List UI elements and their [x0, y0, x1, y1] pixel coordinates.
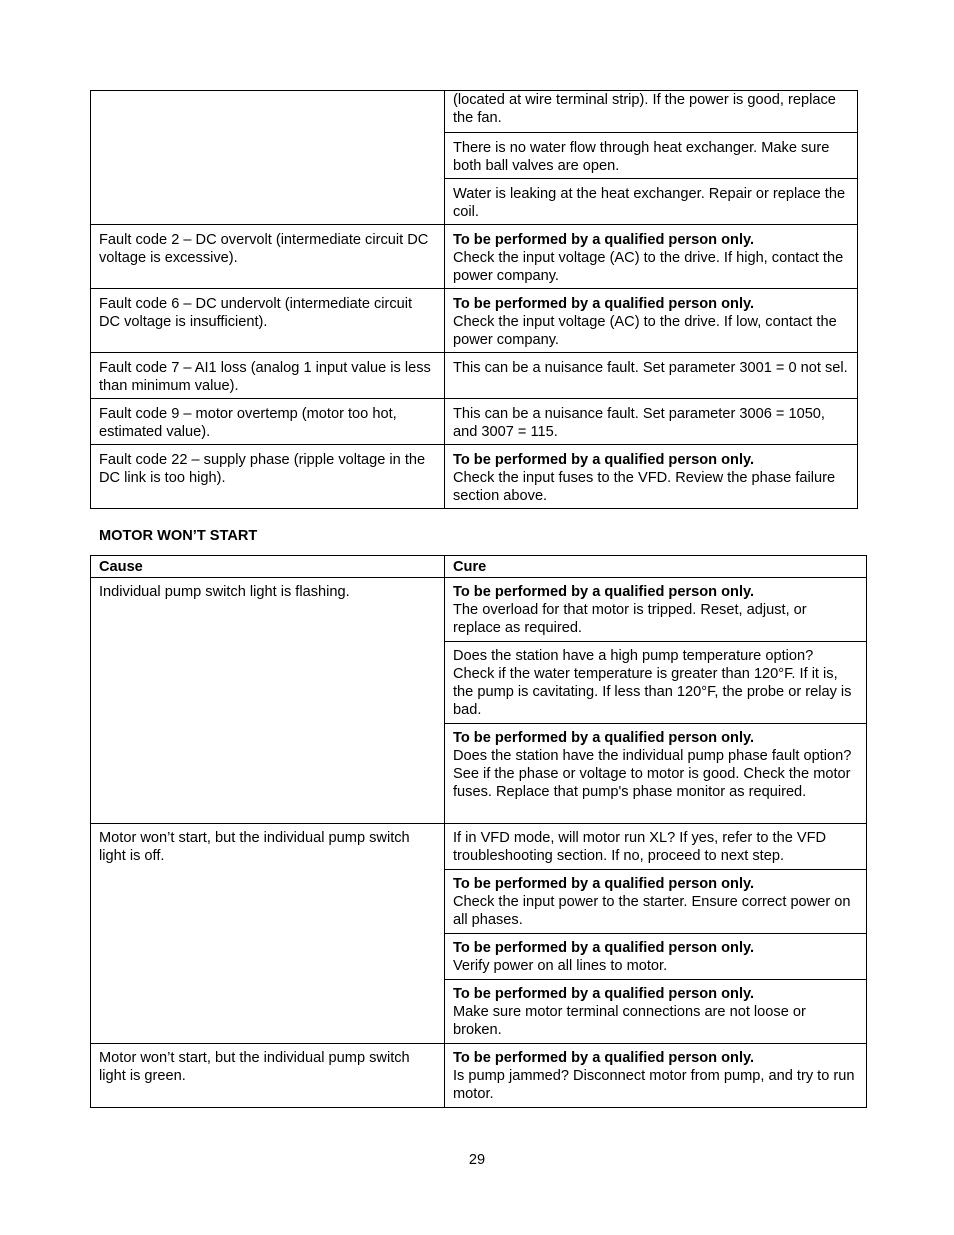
cure-text: Is pump jammed? Disconnect motor from pump, and try to run motor.	[453, 1068, 855, 1102]
cause-cell	[91, 289, 445, 353]
cure-text: Check the input fuses to the VFD. Review the phase failure section above.	[453, 470, 836, 504]
cure-text: Check the input voltage (AC) to the drive. If low, contact the power company.	[453, 314, 837, 348]
cause-cell	[91, 91, 445, 225]
cause-cell	[91, 1044, 445, 1108]
cure-text: Does the station have the individual pump phase fault option? See if the phase or voltage to motor is good. Check the motor fuses. Replace that pump's phase monitor as required.	[453, 748, 852, 800]
cure-cell	[445, 1044, 867, 1108]
qualified-person-note: To be performed by a qualified person only.	[453, 452, 755, 468]
cure-cell	[445, 289, 858, 353]
cause-text: Fault code 9 – motor overtemp (motor too hot, estimated value).	[99, 406, 397, 440]
cause-cell	[91, 824, 445, 1044]
cause-text: Individual pump switch light is flashing.	[99, 584, 350, 600]
table-row	[91, 91, 858, 133]
cure-text: Verify power on all lines to motor.	[453, 958, 668, 974]
cure-cell	[445, 980, 867, 1044]
qualified-person-note: To be performed by a qualified person only.	[453, 730, 755, 746]
qualified-person-note: To be performed by a qualified person only.	[453, 296, 755, 312]
cause-cell	[91, 445, 445, 509]
cure-text: Water is leaking at the heat exchanger. Repair or replace the coil.	[453, 186, 846, 220]
cure-text: If in VFD mode, will motor run XL? If yes, refer to the VFD troubleshooting section. If no, proceed to next step.	[453, 830, 827, 864]
section-heading: MOTOR WON’T START	[99, 528, 258, 544]
cure-cell	[445, 91, 858, 133]
qualified-person-note: To be performed by a qualified person only.	[453, 940, 755, 956]
cure-cell	[445, 353, 858, 399]
table-row	[91, 225, 858, 289]
cause-cell	[91, 578, 445, 824]
page-number: 29	[468, 1152, 486, 1168]
cure-cell	[445, 934, 867, 980]
table-header-row	[91, 556, 867, 578]
cure-text: (located at wire terminal strip). If the power is good, replace the fan.	[453, 92, 836, 126]
cure-text: Make sure motor terminal connections are not loose or broken.	[453, 1004, 806, 1038]
cause-text: Fault code 2 – DC overvolt (intermediate circuit DC voltage is excessive).	[99, 232, 429, 266]
cure-column-header: Cure	[445, 556, 867, 578]
table-row	[91, 1044, 867, 1108]
cure-cell	[445, 445, 858, 509]
qualified-person-note: To be performed by a qualified person only.	[453, 584, 755, 600]
cause-text: Motor won’t start, but the individual pump switch light is green.	[99, 1050, 410, 1084]
cure-cell	[445, 724, 867, 824]
cause-text: Fault code 7 – AI1 loss (analog 1 input value is less than minimum value).	[99, 360, 431, 394]
cure-text: The overload for that motor is tripped. Reset, adjust, or replace as required.	[453, 602, 807, 636]
qualified-person-note: To be performed by a qualified person only.	[453, 232, 755, 248]
cure-text: This can be a nuisance fault. Set parameter 3001 = 0 not sel.	[453, 360, 848, 376]
cure-cell	[445, 870, 867, 934]
cure-text: Check the input power to the starter. Ensure correct power on all phases.	[453, 894, 851, 928]
qualified-person-note: To be performed by a qualified person only.	[453, 876, 755, 892]
cure-cell	[445, 225, 858, 289]
table-row	[91, 824, 867, 870]
cause-text: Fault code 6 – DC undervolt (intermediate circuit DC voltage is insufficient).	[99, 296, 413, 330]
cause-text: Fault code 22 – supply phase (ripple voltage in the DC link is too high).	[99, 452, 426, 486]
table-row	[91, 353, 858, 399]
cure-cell	[445, 578, 867, 642]
cure-text: This can be a nuisance fault. Set parameter 3006 = 1050, and 3007 = 115.	[453, 406, 825, 440]
motor-wont-start-table	[90, 555, 867, 1108]
cause-cell	[91, 225, 445, 289]
table-row	[91, 399, 858, 445]
cure-cell	[445, 133, 858, 179]
cure-text: Check the input voltage (AC) to the drive. If high, contact the power company.	[453, 250, 844, 284]
table-row	[91, 578, 867, 642]
qualified-person-note: To be performed by a qualified person only.	[453, 1050, 755, 1066]
cause-column-header: Cause	[91, 556, 445, 578]
cure-text: There is no water flow through heat exchanger. Make sure both ball valves are open.	[453, 140, 830, 174]
cure-cell	[445, 824, 867, 870]
cure-cell	[445, 642, 867, 724]
table-row	[91, 445, 858, 509]
qualified-person-note: To be performed by a qualified person only.	[453, 986, 755, 1002]
cause-text: Motor won’t start, but the individual pump switch light is off.	[99, 830, 410, 864]
fault-code-table	[90, 90, 858, 509]
cause-cell	[91, 353, 445, 399]
cure-text: Does the station have a high pump temperature option? Check if the water temperature is greater than 120°F. If it is, the pump is cavitating. If less than 120°F, the probe or relay is bad.	[453, 648, 852, 718]
table-row	[91, 289, 858, 353]
cure-cell	[445, 399, 858, 445]
cure-cell	[445, 179, 858, 225]
cause-cell	[91, 399, 445, 445]
